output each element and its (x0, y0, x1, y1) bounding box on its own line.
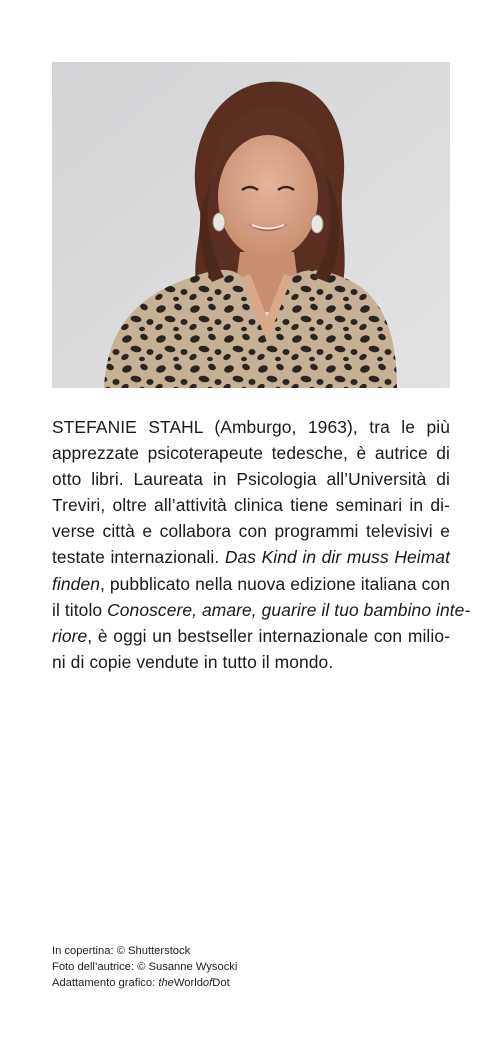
design-credit: Adattamento grafico: theWorldofDot (52, 977, 230, 989)
bio-line: apprezzate psicoterapeute tedesche, è autrice di (52, 443, 450, 464)
bio-line: STEFANIE STAHL (Amburgo, 1963), tra le più (52, 417, 450, 437)
bio-line: testate internazionali. Das Kind in dir muss Heimat (52, 547, 451, 568)
bio-line: Treviri, oltre all’attività clinica tiene seminari in di- (52, 495, 450, 516)
photo-credit: Foto dell’autrice: © Susanne Wysocki (52, 961, 238, 973)
book-title-italian: Conoscere, amare, guarire il tuo bambino inte- (107, 599, 471, 620)
bio-line: finden, pubblicato nella nuova edizione italiana con (52, 573, 450, 594)
cover-credit: In copertina: © Shutterstock (52, 945, 191, 957)
bio-line: otto libri. Laureata in Psicologia all’Università di (52, 469, 450, 490)
bio-line: riore, è oggi un bestseller internazionale con milio- (52, 625, 450, 646)
bio-line: verse città e collabora con programmi televisivi e (52, 521, 450, 542)
book-title-italian: riore (52, 625, 88, 646)
author-photo (52, 62, 450, 388)
book-title-german: finden (52, 573, 100, 594)
book-title-german: Das Kind in dir muss Heimat (224, 547, 451, 568)
author-portrait-icon (52, 62, 450, 388)
author-biography (52, 414, 471, 675)
image-credits (52, 943, 450, 991)
bio-line: ni di copie vendute in tutto il mondo. (52, 651, 334, 672)
bio-line: il titolo Conoscere, amare, guarire il tuo bambino inte- (52, 599, 471, 620)
